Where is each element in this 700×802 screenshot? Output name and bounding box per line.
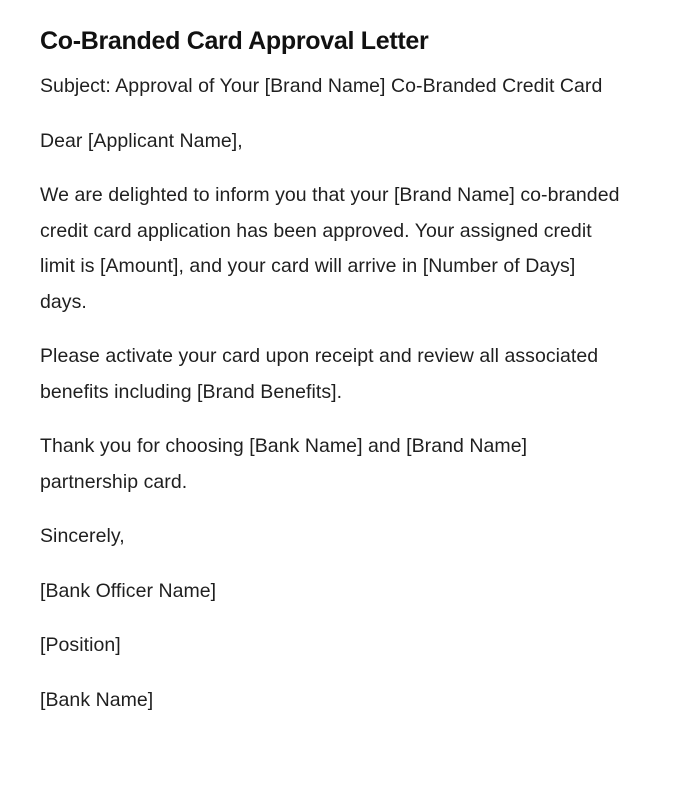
signature-officer-name: [Bank Officer Name] [40, 579, 217, 602]
letter-subject: Subject: Approval of Your [Brand Name] Co-Branded Credit Card [40, 75, 603, 97]
letter-document [40, 24, 620, 737]
letter-title: Co-Branded Card Approval Letter [40, 27, 429, 55]
body-paragraph-activation: Please activate your card upon receipt and review all associated benefits including [Brand Benefits]. [40, 345, 599, 403]
signature-bank-name: [Bank Name] [40, 688, 154, 711]
body-paragraph-approval: We are delighted to inform you that your [Brand Name] co-branded credit card application has been approved. Your assigned credit limit is [Amount], and your card will arrive in [Number of Days] days. [40, 184, 620, 313]
body-paragraph-thanks: Thank you for choosing [Bank Name] and [Brand Name] partnership card. [40, 435, 528, 493]
letter-closing: Sincerely, [40, 525, 125, 547]
letter-greeting: Dear [Applicant Name], [40, 129, 243, 152]
signature-position: [Position] [40, 634, 121, 656]
